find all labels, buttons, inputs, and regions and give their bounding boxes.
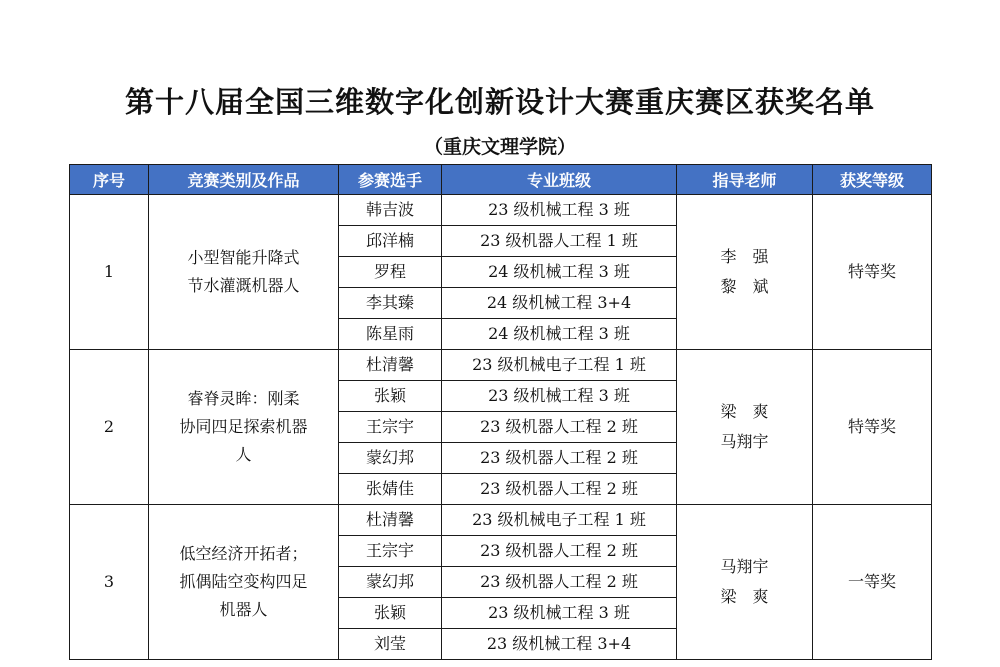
table-row <box>70 195 932 226</box>
participant-class: 23 级机械电子工程 1 班 <box>442 505 677 536</box>
award-cell: 特等奖 <box>813 350 932 505</box>
participant-name: 陈星雨 <box>339 319 442 350</box>
participant-class: 24 级机械工程 3 班 <box>442 257 677 288</box>
participant-class: 23 级机械工程 3 班 <box>442 381 677 412</box>
participant-class: 23 级机器人工程 2 班 <box>442 567 677 598</box>
header-teacher: 指导老师 <box>677 165 813 195</box>
work-cell: 小型智能升降式 节水灌溉机器人 <box>149 195 339 350</box>
participant-name: 王宗宇 <box>339 536 442 567</box>
participant-class: 23 级机器人工程 2 班 <box>442 443 677 474</box>
participant-name: 刘莹 <box>339 629 442 660</box>
work-cell: 睿脊灵眸：刚柔 协同四足探索机器 人 <box>149 350 339 505</box>
table-row <box>70 350 932 381</box>
participant-name: 罗程 <box>339 257 442 288</box>
participant-name: 杜清馨 <box>339 505 442 536</box>
participant-name: 李其臻 <box>339 288 442 319</box>
seq-cell: 3 <box>70 505 149 660</box>
teacher-cell: 李 强 黎 斌 <box>677 195 813 350</box>
header-award: 获奖等级 <box>813 165 932 195</box>
table-body <box>70 195 932 660</box>
header-work: 竞赛类别及作品 <box>149 165 339 195</box>
participant-name: 韩吉波 <box>339 195 442 226</box>
participant-name: 杜清馨 <box>339 350 442 381</box>
participant-class: 23 级机器人工程 2 班 <box>442 474 677 505</box>
participant-name: 蒙幻邦 <box>339 567 442 598</box>
participant-class: 23 级机器人工程 2 班 <box>442 536 677 567</box>
teacher-cell: 梁 爽 马翔宇 <box>677 350 813 505</box>
participant-name: 张颖 <box>339 598 442 629</box>
participant-class: 23 级机械工程 3 班 <box>442 195 677 226</box>
header-participants: 参赛选手 <box>339 165 442 195</box>
participant-name: 王宗宇 <box>339 412 442 443</box>
participant-class: 23 级机械工程 3 班 <box>442 598 677 629</box>
participant-class: 23 级机器人工程 1 班 <box>442 226 677 257</box>
seq-cell: 1 <box>70 195 149 350</box>
page-title: 第十八届全国三维数字化创新设计大赛重庆赛区获奖名单 <box>124 85 875 119</box>
table-header-row <box>70 165 932 195</box>
page-subtitle: （重庆文理学院） <box>423 136 576 158</box>
work-cell: 低空经济开拓者； 抓偶陆空变构四足 机器人 <box>149 505 339 660</box>
participant-class: 24 级机械工程 3+4 <box>442 288 677 319</box>
teacher-cell: 马翔宇 梁 爽 <box>677 505 813 660</box>
header-seq: 序号 <box>70 165 149 195</box>
table-row <box>70 505 932 536</box>
seq-cell: 2 <box>70 350 149 505</box>
participant-class: 24 级机械工程 3 班 <box>442 319 677 350</box>
award-table <box>69 164 932 660</box>
participant-name: 张颖 <box>339 381 442 412</box>
award-cell: 一等奖 <box>813 505 932 660</box>
participant-name: 邱洋楠 <box>339 226 442 257</box>
participant-class: 23 级机器人工程 2 班 <box>442 412 677 443</box>
award-cell: 特等奖 <box>813 195 932 350</box>
header-class: 专业班级 <box>442 165 677 195</box>
participant-name: 蒙幻邦 <box>339 443 442 474</box>
participant-class: 23 级机械电子工程 1 班 <box>442 350 677 381</box>
participant-class: 23 级机械工程 3+4 <box>442 629 677 660</box>
participant-name: 张婧佳 <box>339 474 442 505</box>
